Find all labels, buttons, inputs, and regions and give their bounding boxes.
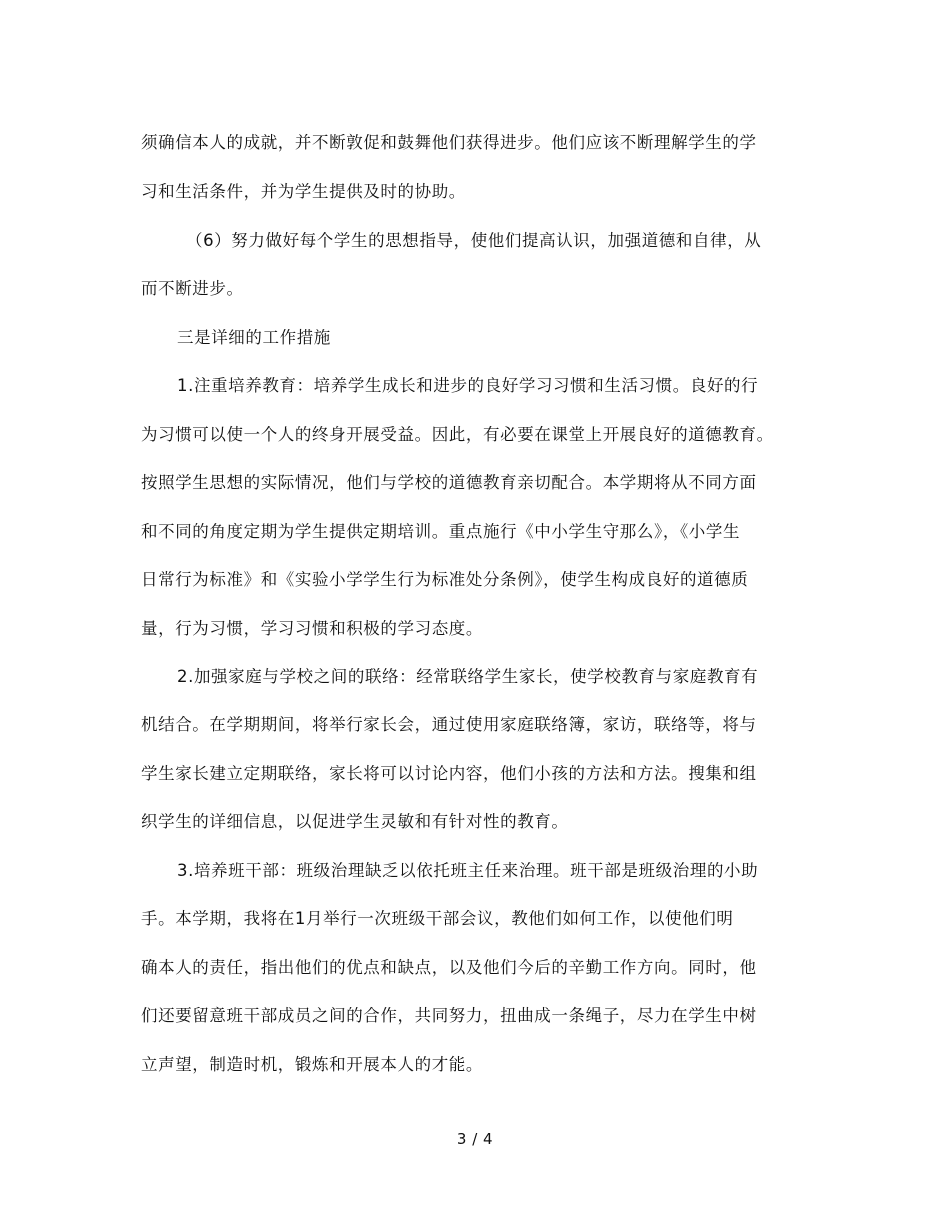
text-line: 手。本学期，我将在1月举行一次班级干部会议，教他们如何工作，以使他们明 (141, 909, 734, 928)
text-line: 3.培养班干部：班级治理缺乏以依托班主任来治理。班干部是班级治理的小助 (177, 861, 759, 880)
text-line: 机结合。在学期期间，将举行家长会，通过使用家庭联络簿，家访，联络等，将与 (141, 715, 757, 734)
text-line: 1.注重培养教育：培养学生成长和进步的良好学习习惯和生活习惯。良好的行 (177, 376, 759, 395)
text-line: 按照学生思想的实际情况，他们与学校的道德教育亲切配合。本学期将从不同方面 (141, 473, 757, 492)
text-line: 习和生活条件，并为学生提供及时的协助。 (141, 182, 466, 201)
text-line: 确本人的责任，指出他们的优点和缺点，以及他们今后的辛勤工作方向。同时，他 (141, 958, 757, 977)
text-line: 们还要留意班干部成员之间的合作，共同努力，扭曲成一条绳子，尽力在学生中树 (141, 1006, 757, 1025)
text-line: 立声望，制造时机，锻炼和开展本人的才能。 (141, 1055, 483, 1074)
text-line: 须确信本人的成就，并不断敦促和鼓舞他们获得进步。他们应该不断理解学生的学 (141, 133, 757, 152)
section-heading: 三是详细的工作措施 (177, 328, 331, 347)
text-line: 学生家长建立定期联络，家长将可以讨论内容，他们小孩的方法和方法。搜集和组 (141, 764, 757, 783)
text-line: 而不断进步。 (141, 279, 244, 298)
text-line: 和不同的角度定期为学生提供定期培训。重点施行《中小学生守那么》，《小学生 (141, 522, 741, 541)
text-line: 2.加强家庭与学校之间的联络：经常联络学生家长，使学校教育与家庭教育有 (177, 667, 759, 686)
page-number: 3 / 4 (456, 1130, 494, 1148)
text-line: （6）努力做好每个学生的思想指导，使他们提高认识，加强道德和自律，从 (186, 231, 762, 250)
text-line: 织学生的详细信息，以促进学生灵敏和有针对性的教育。 (141, 812, 569, 831)
text-line: 为习惯可以使一个人的终身开展受益。因此，有必要在课堂上开展良好的道德教育。 (141, 425, 774, 444)
text-line: 量，行为习惯，学习习惯和积极的学习态度。 (141, 619, 483, 638)
text-line: 日常行为标准》和《实验小学学生行为标准处分条例》，使学生构成良好的道德质 (141, 570, 749, 589)
